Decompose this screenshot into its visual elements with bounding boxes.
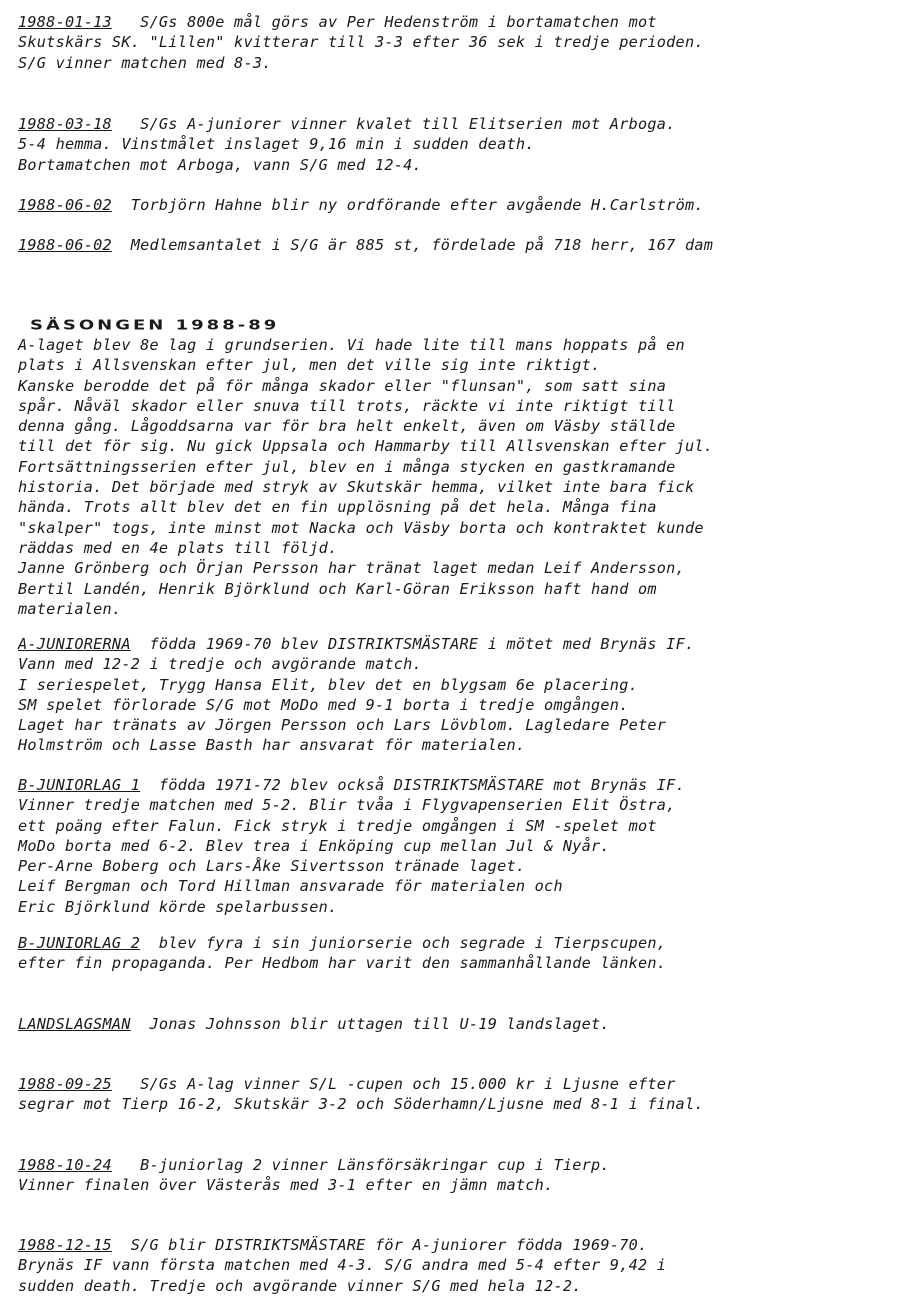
- entry-text: Vinner finalen över Västerås med 3-1 efter en jämn match.: [18, 1176, 554, 1195]
- entry-team: A-JUNIORERNA: [18, 635, 131, 653]
- entry-text-first: S/Gs 800e mål görs av Per Hedenström i bortamatchen mot: [140, 13, 657, 31]
- entry-date: 1988-12-15: [18, 1236, 112, 1254]
- entry-gap: [112, 236, 131, 254]
- entry-text-first: S/Gs A-juniorer vinner kvalet till Elitserien mot Arboga.: [140, 115, 676, 133]
- entry-text-first: S/Gs A-lag vinner S/L -cupen och 15.000 kr i Ljusne efter: [140, 1075, 676, 1093]
- entry-text: Skutskärs SK. "Lillen" kvitterar till 3-3 efter 36 sek i tredje perioden. S/G vinner matchen med 8-3.: [18, 33, 704, 72]
- entry-1988-01-13: [18, 12, 908, 73]
- entry-gap: [112, 196, 131, 214]
- entry-text-first: födda 1971-72 blev också DISTRIKTSMÄSTARE mot Brynäs IF.: [158, 776, 685, 794]
- entry-1988-06-02-ordforande: [18, 195, 908, 215]
- entry-landslagsman: [18, 1014, 908, 1034]
- entry-text: 5-4 hemma. Vinstmålet inslaget 9,16 min i sudden death. Bortamatchen mot Arboga, vann S/G med 12-4.: [18, 135, 535, 174]
- entry-1988-10-24: [18, 1155, 908, 1196]
- entry-text-first: Torbjörn Hahne blir ny ordförande efter avgående H.Carlström.: [130, 196, 704, 214]
- entry-date: 1988-06-02: [18, 196, 112, 214]
- entry-text-first: S/G blir DISTRIKTSMÄSTARE för A-juniorer födda 1969-70.: [130, 1236, 648, 1254]
- entry-1988-12-15: [18, 1235, 908, 1296]
- entry-team: B-JUNIORLAG 2: [18, 934, 141, 952]
- entry-a-juniorerna: [18, 634, 908, 756]
- entry-team: B-JUNIORLAG 1: [18, 776, 141, 794]
- entry-team: LANDSLAGSMAN: [18, 1015, 131, 1033]
- entry-gap: [131, 635, 150, 653]
- entry-text-first: Medlemsantalet i S/G är 885 st, fördelade på 718 herr, 167 dam: [130, 236, 714, 254]
- entry-text: efter fin propaganda. Per Hedbom har varit den sammanhållande länken.: [18, 954, 667, 973]
- entry-text: Brynäs IF vann första matchen med 4-3. S/G andra med 5-4 efter 9,42 i sudden death. Tredje och avgörande vinner S/G med hela 12-2.: [18, 1256, 667, 1295]
- entry-text-first: A-laget blev 8e lag i grundserien. Vi hade lite till mans hoppats på en: [18, 336, 685, 354]
- entry-1988-03-18: [18, 114, 908, 175]
- entry-gap: [112, 1075, 140, 1093]
- entry-b-juniorlag-2: [18, 933, 908, 974]
- entry-text-first: födda 1969-70 blev DISTRIKTSMÄSTARE i mötet med Brynäs IF.: [149, 635, 695, 653]
- entry-gap: [112, 13, 140, 31]
- entry-date: 1988-10-24: [18, 1156, 112, 1174]
- entry-text: segrar mot Tierp 16-2, Skutskär 3-2 och Söderhamn/Ljusne med 8-1 i final.: [18, 1095, 704, 1114]
- entry-1988-06-02-medlemmar: [18, 235, 908, 255]
- entry-text-first: blev fyra i sin juniorserie och segrade i Tierpscupen,: [158, 934, 667, 952]
- entry-text-first: B-juniorlag 2 vinner Länsförsäkringar cup i Tierp.: [140, 1156, 610, 1174]
- section-heading: [30, 313, 279, 333]
- entry-text: Vinner tredje matchen med 5-2. Blir tvåa i Flygvapenserien Elit Östra, ett poäng efter Falun. Fick stryk i tredje omgången i SM -spelet mot MoDo borta med 6-2. Blev trea i Enköping cup mellan Jul & Nyår. Per-Arne Boberg och Lars-Åke Sivertsson tränade laget. Leif Bergman och Tord Hillman ansvarade för materialen och Eric Björklund körde spelarbussen.: [18, 796, 676, 916]
- entry-date: 1988-03-18: [18, 115, 112, 133]
- entry-text: Vann med 12-2 i tredje och avgörande match. I seriespelet, Trygg Hansa Elit, blev det en blygsam 6e placering. SM spelet förlorade S/G mot MoDo med 9-1 borta i tredje omgången. Laget har tränats av Jörgen Persson och Lars Lövblom. Lagledare Peter Holmström och Lasse Basth har ansvarat för materialen.: [18, 655, 667, 755]
- entry-text: plats i Allsvenskan efter jul, men det ville sig inte riktigt. Kanske berodde det på för många skador eller "flunsan", som satt sina spår. Nåväl skador eller snuva till trots, räckte vi inte riktigt till denna gång. Lågoddsarna var för bra helt enkelt, även om Väsby ställde till det för sig. Nu gick Uppsala och Hammarby till Allsvenskan efter jul. Fortsättningsserien efter jul, blev en i många stycken en gastkramande historia. Det började med stryk av Skutskär hemma, vilket inte bara fick hända. Trots allt blev det en fin upplösning på det hela. Många fina "skalper" togs, inte minst mot Nacka och Väsby borta och kontraktet kunde räddas med en 4e plats till följd. Janne Grönberg och Örjan Persson har tränat laget medan Leif Andersson, Bertil Landén, Henrik Björklund och Karl-Göran Eriksson haft hand om materialen.: [18, 356, 714, 618]
- entry-date: 1988-09-25: [18, 1075, 112, 1093]
- entry-gap: [112, 115, 140, 133]
- entry-gap: [140, 776, 159, 794]
- entry-b-juniorlag-1: [18, 775, 908, 917]
- entry-date: 1988-01-13: [18, 13, 112, 31]
- entry-gap: [131, 1015, 150, 1033]
- entry-date: 1988-06-02: [18, 236, 112, 254]
- entry-a-laget: [18, 335, 908, 619]
- entry-gap: [140, 934, 159, 952]
- section-heading-text: SÄSONGEN 1988-89: [30, 317, 280, 333]
- entry-text-first: Jonas Johnsson blir uttagen till U-19 landslaget.: [149, 1015, 610, 1033]
- entry-gap: [112, 1236, 131, 1254]
- entry-1988-09-25: [18, 1074, 908, 1115]
- entry-gap: [112, 1156, 140, 1174]
